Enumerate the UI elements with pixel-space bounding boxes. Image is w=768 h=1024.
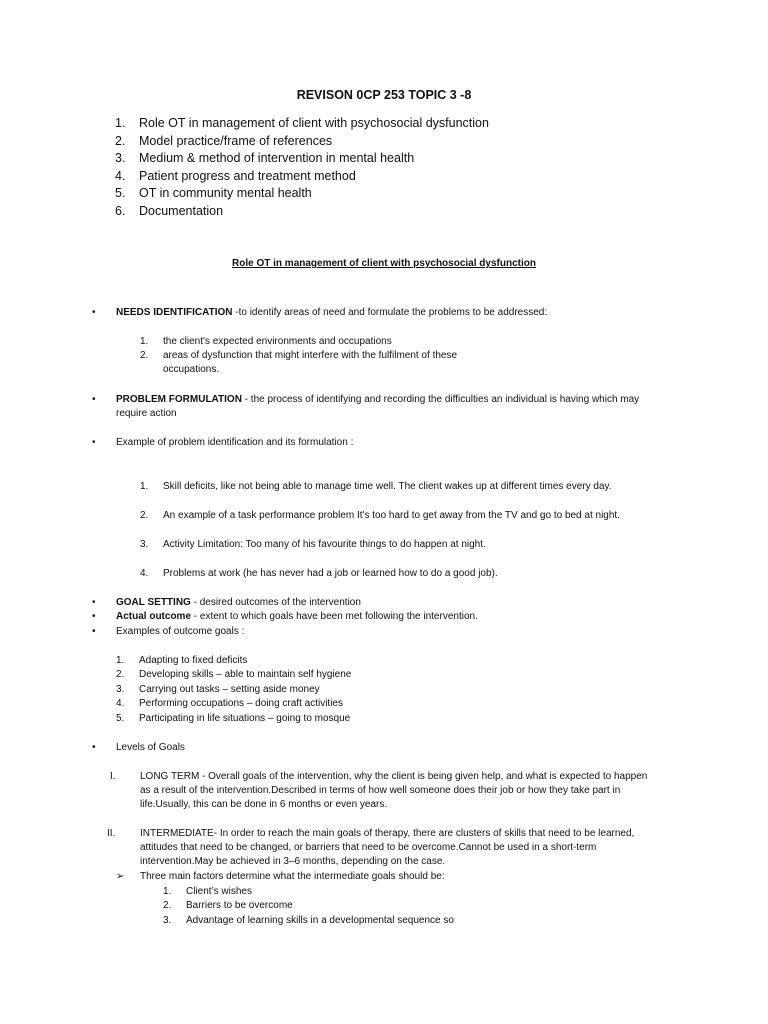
outcome-goal-num: 4. (116, 698, 125, 709)
level-long-term-line: as a result of the intervention.Described in terms of how well someone does their job or how they take part in (140, 785, 621, 796)
problem-text: - the process of identifying and recording the difficulties an individual is having which may (241, 394, 640, 405)
example-text: Skill deficits, like not being able to manage time well. The client wakes up at different times every day. (163, 481, 612, 492)
goal-setting (116, 596, 361, 610)
document-title: REVISON 0CP 253 TOPIC 3 -8 (296, 88, 472, 102)
needs-label: NEEDS IDENTIFICATION (116, 307, 233, 318)
example-num: 2. (140, 510, 149, 521)
example-text: Activity Limitation: Too many of his favourite things to do happen at night. (163, 539, 486, 550)
example-num: 1. (140, 481, 149, 492)
example-text: Problems at work (he has never had a job or learned how to do a good job). (163, 568, 498, 579)
level-long-term-line: life.Usually, this can be done in 6 months or even years. (140, 799, 388, 810)
level-num: I. (110, 771, 116, 782)
outcome-goal-text: Participating in life situations – going to mosque (139, 713, 351, 724)
arrow-bullet-icon: ➢ (116, 871, 125, 882)
goal-setting-text: - desired outcomes of the intervention (190, 597, 361, 608)
factor-text: Client’s wishes (186, 886, 252, 897)
factor-num: 2. (163, 900, 172, 911)
needs-text: -to identify areas of need and formulate the problems to be addressed: (232, 307, 548, 318)
outcome-goal-num: 1. (116, 655, 125, 666)
example-text: An example of a task performance problem It's too hard to get away from the TV and go to bed at night. (163, 510, 620, 521)
bullet-icon: • (92, 437, 96, 448)
problem-formulation (116, 393, 639, 407)
needs-item-num: 1. (140, 336, 149, 347)
factor-text: Barriers to be overcome (186, 900, 293, 911)
bullet-icon: • (92, 611, 96, 622)
section-heading: Role OT in management of client with psychosocial dysfunction (232, 258, 536, 269)
levels-intro: Levels of Goals (116, 742, 185, 753)
level-intermediate-line: intervention.May be achieved in 3–6 months, depending on the case. (140, 856, 446, 867)
needs-item-text: areas of dysfunction that might interfere with the fulfilment of these (163, 350, 458, 361)
outcome-goal-text: Performing occupations – doing craft activities (139, 698, 343, 709)
actual-outcome-text: - extent to which goals have been met following the intervention. (191, 611, 478, 622)
factors-intro: Three main factors determine what the intermediate goals should be: (140, 871, 445, 882)
level-intermediate-line: attitudes that need to be changed, or barriers that need to be overcome.Cannot be used in a short-term (140, 842, 597, 853)
goal-setting-label: GOAL SETTING (116, 597, 191, 608)
bullet-icon: • (92, 742, 96, 753)
problem-label: PROBLEM FORMULATION (116, 394, 242, 405)
actual-outcome (116, 610, 478, 624)
factor-num: 3. (163, 915, 172, 926)
outcome-goal-text: Developing skills – able to maintain self hygiene (139, 669, 352, 680)
level-num: II. (107, 828, 116, 839)
bullet-icon: • (92, 626, 96, 637)
outcome-goal-text: Adapting to fixed deficits (139, 655, 248, 666)
level-intermediate-line: INTERMEDIATE- In order to reach the main goals of therapy, there are clusters of skills that need to be learned, (140, 828, 635, 839)
outcome-goals-intro: Examples of outcome goals : (116, 626, 245, 637)
outcome-goal-num: 2. (116, 669, 125, 680)
needs-item-text: the client's expected environments and occupations (163, 336, 392, 347)
needs-item-num: 2. (140, 350, 149, 361)
bullet-icon: • (92, 597, 96, 608)
factor-text: Advantage of learning skills in a developmental sequence so (186, 915, 454, 926)
needs-identification (116, 306, 547, 320)
outcome-goal-text: Carrying out tasks – setting aside money (139, 684, 320, 695)
level-long-term-line: LONG TERM - Overall goals of the intervention, why the client is being given help, and what is expected to happen (140, 771, 648, 782)
bullet-icon: • (92, 394, 96, 405)
actual-outcome-label: Actual outcome (116, 611, 192, 622)
needs-item-text: occupations. (163, 364, 220, 375)
example-intro: Example of problem identification and its formulation : (116, 437, 354, 448)
problem-text-continued: require action (116, 408, 177, 419)
example-num: 4. (140, 568, 149, 579)
factor-num: 1. (163, 886, 172, 897)
example-num: 3. (140, 539, 149, 550)
outcome-goal-num: 5. (116, 713, 125, 724)
outcome-goal-num: 3. (116, 684, 125, 695)
topic-list: 1. Role OT in management of client with psychosocial dysfunction 2. Model practice/frame of references 3. Medium & method of intervention in mental health 4. Patient progress and treatment method 5. OT in community mental health 6. Documentation (115, 116, 489, 218)
bullet-icon: • (92, 307, 96, 318)
